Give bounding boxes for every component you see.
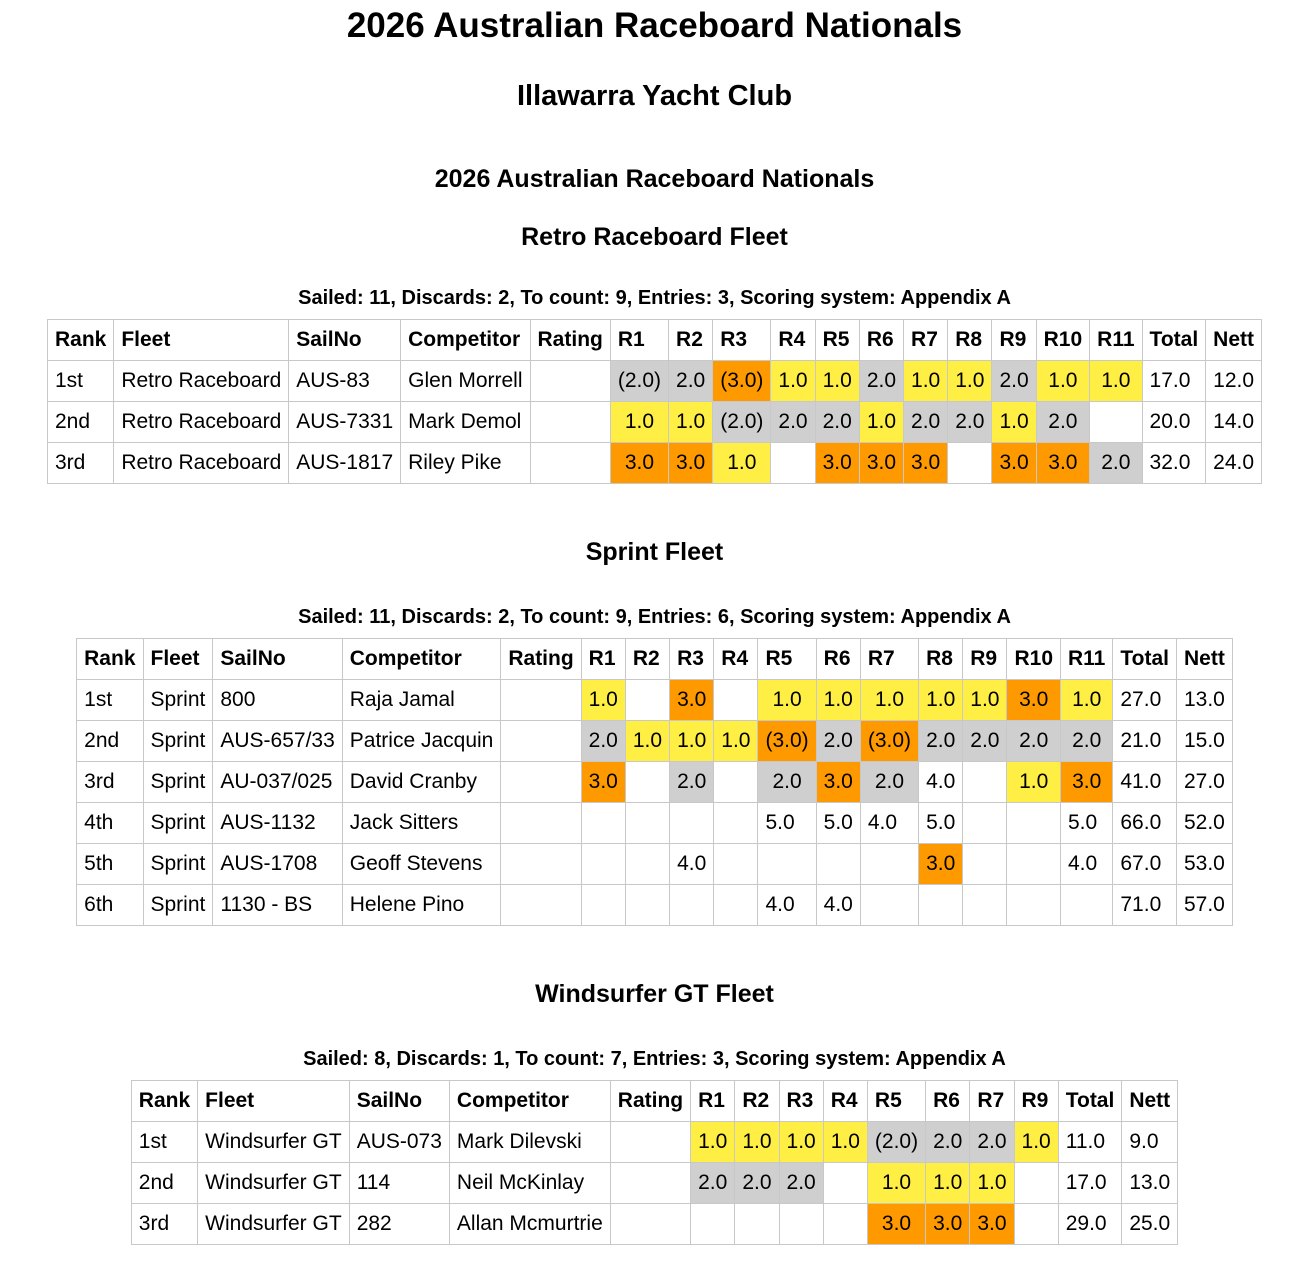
table-cell [501, 762, 581, 803]
table-cell: 1st [131, 1122, 197, 1163]
race-score-cell: 3.0 [581, 762, 625, 803]
table-cell: Allan Mcmurtrie [449, 1204, 610, 1245]
race-score-cell: 3.0 [815, 443, 859, 484]
table-cell: AUS-657/33 [213, 721, 342, 762]
table-cell [610, 1122, 690, 1163]
column-header: R11 [1061, 639, 1113, 680]
table-cell: 71.0 [1113, 885, 1177, 926]
race-score-cell [919, 885, 963, 926]
results-table-windsurfer-gt [131, 1080, 1178, 1245]
table-row [47, 402, 1261, 443]
race-score-cell [670, 803, 714, 844]
table-cell: AU-037/025 [213, 762, 342, 803]
race-score-cell: 1.0 [691, 1122, 735, 1163]
table-cell: 9.0 [1122, 1122, 1178, 1163]
race-score-cell [758, 844, 816, 885]
fleet-summary-windsurfer-gt: Sailed: 8, Discards: 1, To count: 7, Entries: 3, Scoring system: Appendix A [303, 1048, 1006, 1070]
table-cell: 114 [349, 1163, 449, 1204]
race-score-cell [625, 885, 669, 926]
table-cell: 3rd [47, 443, 113, 484]
results-page [0, 6, 1309, 1245]
table-cell [610, 1163, 690, 1204]
table-cell: 2nd [131, 1163, 197, 1204]
table-cell [501, 885, 581, 926]
race-score-cell: 2.0 [815, 402, 859, 443]
race-score-cell: 1.0 [1090, 361, 1142, 402]
column-header: Total [1142, 320, 1206, 361]
table-cell [530, 402, 610, 443]
column-header: R10 [1007, 639, 1061, 680]
race-score-cell: 1.0 [860, 680, 918, 721]
page-title: 2026 Australian Raceboard Nationals [346, 6, 963, 45]
race-score-cell: 3.0 [669, 443, 713, 484]
table-cell: 3rd [131, 1204, 197, 1245]
table-row [77, 762, 1233, 803]
race-score-cell: (2.0) [610, 361, 668, 402]
results-table-retro-raceboard [47, 319, 1262, 484]
header-row [131, 1081, 1177, 1122]
race-score-cell [779, 1204, 823, 1245]
race-score-cell [691, 1204, 735, 1245]
race-score-cell: 4.0 [1061, 844, 1113, 885]
table-cell: 24.0 [1206, 443, 1262, 484]
race-score-cell [948, 443, 992, 484]
table-cell [501, 721, 581, 762]
race-score-cell: 2.0 [670, 762, 714, 803]
race-score-cell: 1.0 [714, 721, 758, 762]
race-score-cell: 1.0 [735, 1122, 779, 1163]
event-title: 2026 Australian Raceboard Nationals [434, 165, 875, 193]
table-cell: Sprint [143, 721, 213, 762]
table-cell: 12.0 [1206, 361, 1262, 402]
column-header: R8 [948, 320, 992, 361]
column-header: R4 [823, 1081, 867, 1122]
race-score-cell [1061, 885, 1113, 926]
table-cell [501, 803, 581, 844]
race-score-cell: 5.0 [758, 803, 816, 844]
table-cell: 11.0 [1058, 1122, 1122, 1163]
race-score-cell: 1.0 [713, 443, 771, 484]
column-header: Total [1058, 1081, 1122, 1122]
table-cell: 1st [77, 680, 143, 721]
race-score-cell: (2.0) [713, 402, 771, 443]
race-score-cell [1007, 844, 1061, 885]
race-score-cell: 1.0 [815, 361, 859, 402]
race-score-cell: 2.0 [992, 361, 1036, 402]
column-header: R2 [669, 320, 713, 361]
table-row [47, 361, 1261, 402]
race-score-cell: 5.0 [919, 803, 963, 844]
column-header: Total [1113, 639, 1177, 680]
race-score-cell: 2.0 [1090, 443, 1142, 484]
race-score-cell: 2.0 [581, 721, 625, 762]
race-score-cell: 1.0 [1036, 361, 1090, 402]
race-score-cell: 2.0 [758, 762, 816, 803]
race-score-cell [816, 844, 860, 885]
race-score-cell: 2.0 [691, 1163, 735, 1204]
table-cell [530, 361, 610, 402]
race-score-cell: 2.0 [948, 402, 992, 443]
race-score-cell [771, 443, 815, 484]
column-header: R2 [735, 1081, 779, 1122]
column-header: R4 [771, 320, 815, 361]
race-score-cell: 4.0 [860, 803, 918, 844]
table-cell: Helene Pino [342, 885, 501, 926]
column-header: R6 [926, 1081, 970, 1122]
race-score-cell: 1.0 [919, 680, 963, 721]
results-table-sprint [76, 638, 1233, 926]
table-cell: Raja Jamal [342, 680, 501, 721]
table-cell: 282 [349, 1204, 449, 1245]
race-score-cell [860, 885, 918, 926]
column-header: Competitor [342, 639, 501, 680]
race-score-cell [963, 844, 1007, 885]
column-header: R2 [625, 639, 669, 680]
table-cell: Retro Raceboard [114, 361, 289, 402]
table-cell: AUS-83 [289, 361, 401, 402]
race-score-cell: 1.0 [581, 680, 625, 721]
fleet-title-windsurfer-gt: Windsurfer GT Fleet [535, 980, 774, 1008]
column-header: R1 [610, 320, 668, 361]
column-header: Nett [1206, 320, 1262, 361]
race-score-cell: 1.0 [816, 680, 860, 721]
column-header: R5 [867, 1081, 925, 1122]
race-score-cell: 3.0 [867, 1204, 925, 1245]
table-cell [501, 680, 581, 721]
race-score-cell: 2.0 [816, 721, 860, 762]
column-header: R1 [691, 1081, 735, 1122]
table-cell: 3rd [77, 762, 143, 803]
race-score-cell: 4.0 [758, 885, 816, 926]
race-score-cell: 1.0 [867, 1163, 925, 1204]
race-score-cell: 2.0 [860, 762, 918, 803]
table-cell: 2nd [77, 721, 143, 762]
column-header: Fleet [198, 1081, 350, 1122]
race-score-cell: 2.0 [1007, 721, 1061, 762]
table-cell: Sprint [143, 680, 213, 721]
table-cell: Jack Sitters [342, 803, 501, 844]
table-cell: AUS-7331 [289, 402, 401, 443]
table-row [47, 443, 1261, 484]
table-cell: 52.0 [1176, 803, 1232, 844]
fleet-summary-retro-raceboard: Sailed: 11, Discards: 2, To count: 9, Entries: 3, Scoring system: Appendix A [298, 287, 1011, 309]
table-cell: Patrice Jacquin [342, 721, 501, 762]
table-cell: AUS-073 [349, 1122, 449, 1163]
race-score-cell [823, 1204, 867, 1245]
table-cell: 17.0 [1058, 1163, 1122, 1204]
table-cell: Mark Demol [401, 402, 530, 443]
column-header: R3 [670, 639, 714, 680]
table-cell: Sprint [143, 803, 213, 844]
race-score-cell: 2.0 [1061, 721, 1113, 762]
table-cell: 2nd [47, 402, 113, 443]
race-score-cell [860, 844, 918, 885]
race-score-cell [1007, 885, 1061, 926]
table-cell: 1130 - BS [213, 885, 342, 926]
race-score-cell: (3.0) [713, 361, 771, 402]
table-row [77, 844, 1233, 885]
column-header: R3 [779, 1081, 823, 1122]
race-score-cell [581, 844, 625, 885]
race-score-cell [625, 803, 669, 844]
race-score-cell [714, 680, 758, 721]
race-score-cell [714, 803, 758, 844]
column-header: R9 [1014, 1081, 1058, 1122]
column-header: SailNo [349, 1081, 449, 1122]
race-score-cell: 3.0 [904, 443, 948, 484]
race-score-cell: 2.0 [735, 1163, 779, 1204]
column-header: R9 [992, 320, 1036, 361]
table-cell: Sprint [143, 885, 213, 926]
race-score-cell [1090, 402, 1142, 443]
race-score-cell [581, 803, 625, 844]
race-score-cell: 4.0 [919, 762, 963, 803]
table-cell: 57.0 [1176, 885, 1232, 926]
column-header: R5 [758, 639, 816, 680]
table-cell: David Cranby [342, 762, 501, 803]
race-score-cell: 1.0 [1014, 1122, 1058, 1163]
column-header: R6 [816, 639, 860, 680]
column-header: R5 [815, 320, 859, 361]
race-score-cell: 1.0 [1061, 680, 1113, 721]
column-header: Competitor [401, 320, 530, 361]
table-cell: Riley Pike [401, 443, 530, 484]
table-cell [610, 1204, 690, 1245]
race-score-cell [714, 885, 758, 926]
column-header: R9 [963, 639, 1007, 680]
table-cell: 29.0 [1058, 1204, 1122, 1245]
race-score-cell [581, 885, 625, 926]
race-score-cell: 1.0 [1007, 762, 1061, 803]
column-header: Rank [47, 320, 113, 361]
race-score-cell: 1.0 [970, 1163, 1014, 1204]
column-header: R8 [919, 639, 963, 680]
column-header: R11 [1090, 320, 1142, 361]
table-cell: AUS-1132 [213, 803, 342, 844]
fleet-title-retro-raceboard: Retro Raceboard Fleet [521, 223, 788, 251]
table-cell: 4th [77, 803, 143, 844]
race-score-cell [963, 762, 1007, 803]
table-cell: 20.0 [1142, 402, 1206, 443]
table-cell: 67.0 [1113, 844, 1177, 885]
table-cell: Glen Morrell [401, 361, 530, 402]
column-header: R7 [904, 320, 948, 361]
race-score-cell [714, 762, 758, 803]
club-name: Illawarra Yacht Club [516, 80, 793, 112]
race-score-cell: 3.0 [919, 844, 963, 885]
race-score-cell: 3.0 [1061, 762, 1113, 803]
table-cell: 17.0 [1142, 361, 1206, 402]
race-score-cell: 1.0 [669, 402, 713, 443]
race-score-cell [714, 844, 758, 885]
race-score-cell: 2.0 [926, 1122, 970, 1163]
table-cell: 13.0 [1122, 1163, 1178, 1204]
table-cell: 800 [213, 680, 342, 721]
table-row [131, 1122, 1177, 1163]
header-row [77, 639, 1233, 680]
race-score-cell [735, 1204, 779, 1245]
race-score-cell: 5.0 [1061, 803, 1113, 844]
column-header: Rank [77, 639, 143, 680]
column-header: R10 [1036, 320, 1090, 361]
table-cell: 27.0 [1113, 680, 1177, 721]
table-cell: Sprint [143, 844, 213, 885]
race-score-cell: 2.0 [1036, 402, 1090, 443]
race-score-cell: 1.0 [926, 1163, 970, 1204]
column-header: SailNo [213, 639, 342, 680]
column-header: Fleet [114, 320, 289, 361]
race-score-cell: (3.0) [758, 721, 816, 762]
column-header: Rating [530, 320, 610, 361]
column-header: R4 [714, 639, 758, 680]
table-cell: 27.0 [1176, 762, 1232, 803]
race-score-cell [670, 885, 714, 926]
race-score-cell: 1.0 [823, 1122, 867, 1163]
column-header: Fleet [143, 639, 213, 680]
fleet-summary-sprint: Sailed: 11, Discards: 2, To count: 9, Entries: 6, Scoring system: Appendix A [298, 606, 1011, 628]
table-row [131, 1163, 1177, 1204]
race-score-cell: 2.0 [963, 721, 1007, 762]
race-score-cell [963, 885, 1007, 926]
table-cell: 1st [47, 361, 113, 402]
race-score-cell: 1.0 [963, 680, 1007, 721]
race-score-cell: 1.0 [670, 721, 714, 762]
column-header: R7 [860, 639, 918, 680]
race-score-cell: 2.0 [669, 361, 713, 402]
race-score-cell: 3.0 [970, 1204, 1014, 1245]
race-score-cell [1007, 803, 1061, 844]
race-score-cell: 1.0 [771, 361, 815, 402]
fleet-title-sprint: Sprint Fleet [585, 538, 724, 566]
header-row [47, 320, 1261, 361]
column-header: Competitor [449, 1081, 610, 1122]
race-score-cell: 3.0 [1036, 443, 1090, 484]
column-header: Rating [501, 639, 581, 680]
race-score-cell: 1.0 [992, 402, 1036, 443]
column-header: R6 [859, 320, 903, 361]
table-cell: Neil McKinlay [449, 1163, 610, 1204]
race-score-cell [625, 844, 669, 885]
table-row [77, 803, 1233, 844]
column-header: Rating [610, 1081, 690, 1122]
table-cell: 41.0 [1113, 762, 1177, 803]
race-score-cell: 1.0 [948, 361, 992, 402]
column-header: R1 [581, 639, 625, 680]
column-header: Nett [1122, 1081, 1178, 1122]
table-cell: 5th [77, 844, 143, 885]
table-cell: Mark Dilevski [449, 1122, 610, 1163]
table-cell: 15.0 [1176, 721, 1232, 762]
race-score-cell: 5.0 [816, 803, 860, 844]
column-header: R3 [713, 320, 771, 361]
table-row [77, 721, 1233, 762]
table-cell: AUS-1817 [289, 443, 401, 484]
race-score-cell: 3.0 [992, 443, 1036, 484]
race-score-cell: (3.0) [860, 721, 918, 762]
column-header: Nett [1176, 639, 1232, 680]
table-cell: 13.0 [1176, 680, 1232, 721]
race-score-cell: 1.0 [779, 1122, 823, 1163]
column-header: SailNo [289, 320, 401, 361]
table-cell: 6th [77, 885, 143, 926]
race-score-cell: 1.0 [610, 402, 668, 443]
table-cell: Retro Raceboard [114, 443, 289, 484]
table-cell: Windsurfer GT [198, 1122, 350, 1163]
table-cell: Geoff Stevens [342, 844, 501, 885]
race-score-cell: 3.0 [670, 680, 714, 721]
race-score-cell: 3.0 [859, 443, 903, 484]
race-score-cell: 2.0 [859, 361, 903, 402]
column-header: R7 [970, 1081, 1014, 1122]
race-score-cell: 1.0 [904, 361, 948, 402]
table-row [77, 680, 1233, 721]
race-score-cell: 4.0 [670, 844, 714, 885]
race-score-cell: 2.0 [771, 402, 815, 443]
table-row [131, 1204, 1177, 1245]
race-score-cell: 3.0 [1007, 680, 1061, 721]
race-score-cell: 2.0 [919, 721, 963, 762]
race-score-cell [823, 1163, 867, 1204]
race-score-cell: 2.0 [904, 402, 948, 443]
table-cell [501, 844, 581, 885]
table-cell: Sprint [143, 762, 213, 803]
race-score-cell: 3.0 [816, 762, 860, 803]
race-score-cell: 1.0 [625, 721, 669, 762]
race-score-cell [1014, 1163, 1058, 1204]
race-score-cell: 3.0 [610, 443, 668, 484]
race-score-cell [1014, 1204, 1058, 1245]
table-cell: Windsurfer GT [198, 1163, 350, 1204]
table-cell: 53.0 [1176, 844, 1232, 885]
table-cell: 14.0 [1206, 402, 1262, 443]
table-cell: 32.0 [1142, 443, 1206, 484]
race-score-cell: 2.0 [970, 1122, 1014, 1163]
race-score-cell [963, 803, 1007, 844]
race-score-cell: 4.0 [816, 885, 860, 926]
race-score-cell: 2.0 [779, 1163, 823, 1204]
table-cell [530, 443, 610, 484]
race-score-cell [625, 680, 669, 721]
table-cell: Windsurfer GT [198, 1204, 350, 1245]
race-score-cell: (2.0) [867, 1122, 925, 1163]
race-score-cell [625, 762, 669, 803]
table-cell: 66.0 [1113, 803, 1177, 844]
race-score-cell: 3.0 [926, 1204, 970, 1245]
table-cell: 21.0 [1113, 721, 1177, 762]
table-row [77, 885, 1233, 926]
column-header: Rank [131, 1081, 197, 1122]
table-cell: Retro Raceboard [114, 402, 289, 443]
race-score-cell: 1.0 [859, 402, 903, 443]
table-cell: 25.0 [1122, 1204, 1178, 1245]
race-score-cell: 1.0 [758, 680, 816, 721]
table-cell: AUS-1708 [213, 844, 342, 885]
